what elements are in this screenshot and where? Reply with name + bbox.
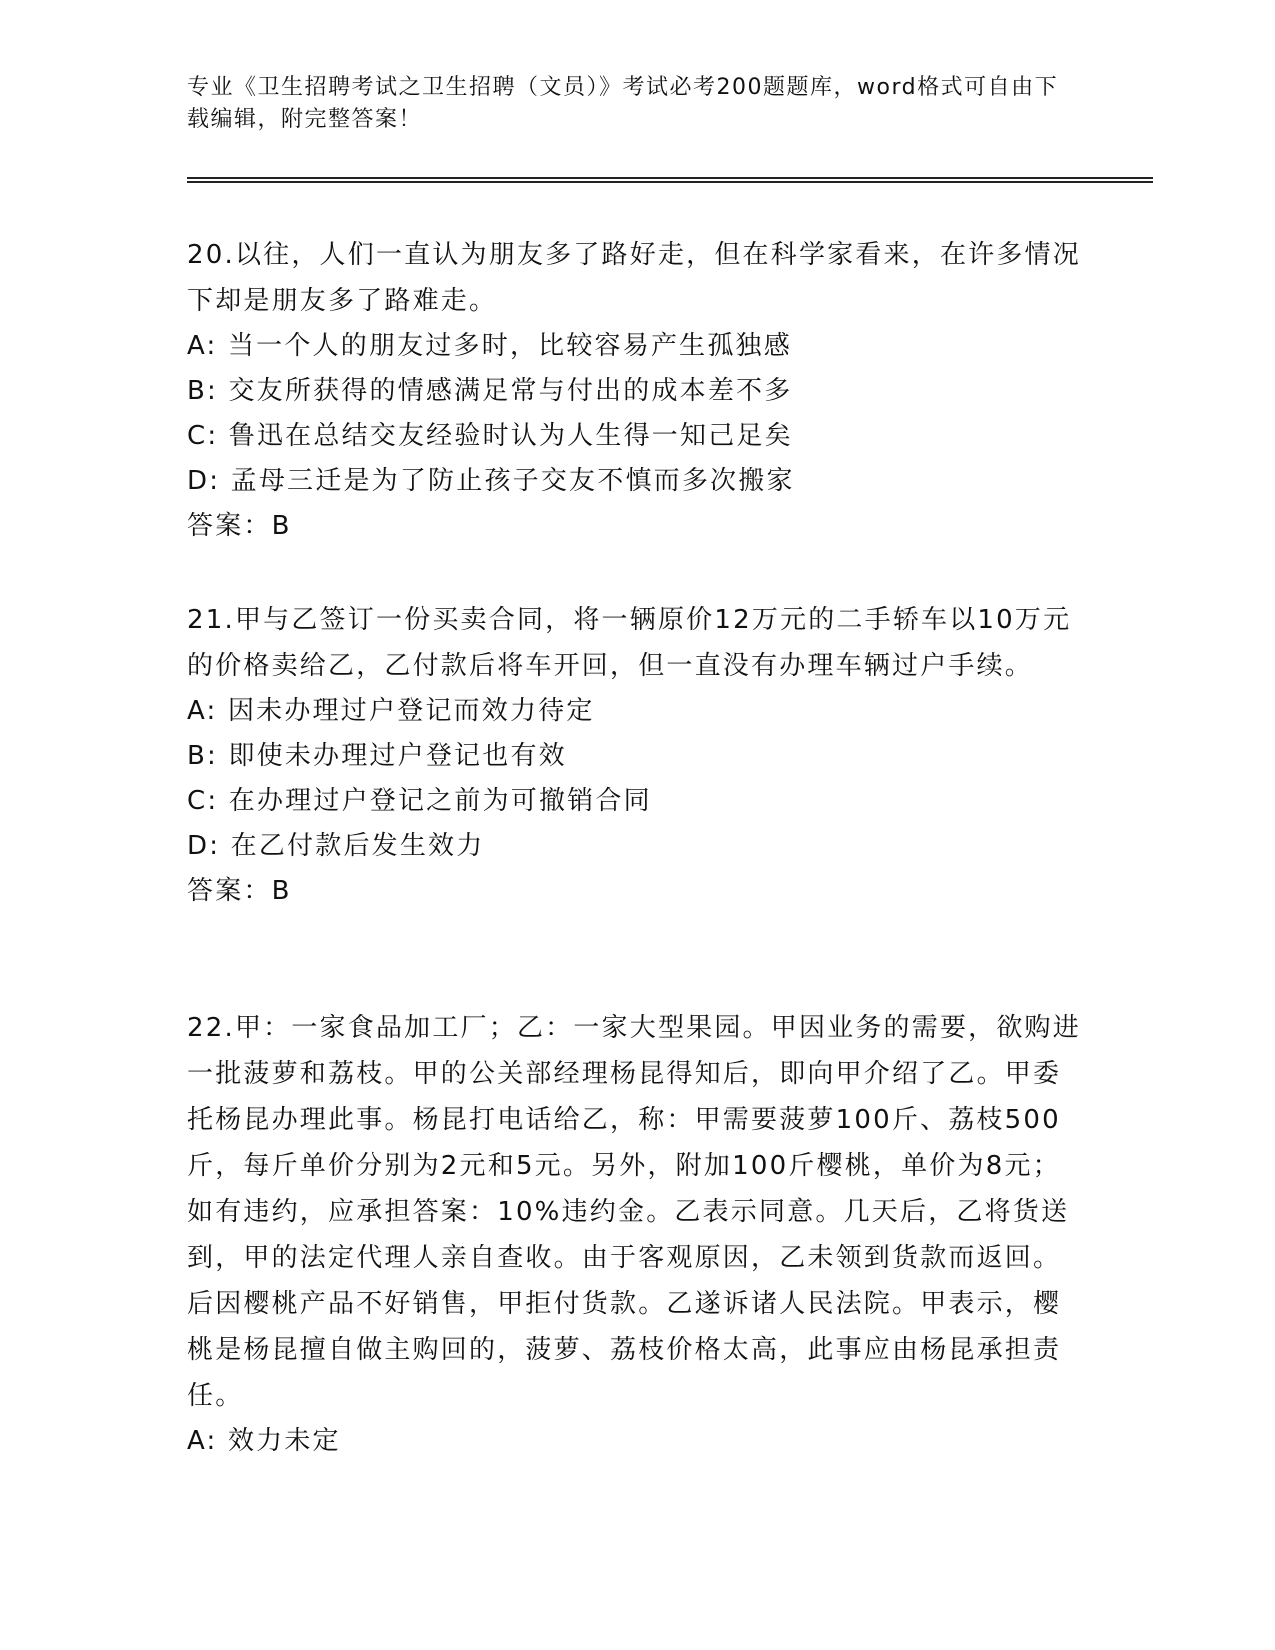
option-b: B: 即使未办理过户登记也有效 (187, 741, 567, 771)
answer-line: 答案：B (187, 511, 292, 541)
question-stem: 21.甲与乙签订一份买卖合同，将一辆原价12万元的二手轿车以10万元的价格卖给乙，乙付款后将车开回，但一直没有办理车辆过户手续。 (187, 605, 1072, 681)
question-21 (187, 597, 1087, 914)
question-stem: 20.以往，人们一直认为朋友多了路好走，但在科学家看来，在许多情况下却是朋友多了路难走。 (187, 240, 1081, 316)
option-b: B: 交友所获得的情感满足常与付出的成本差不多 (187, 376, 793, 406)
question-stem: 22.甲：一家食品加工厂；乙：一家大型果园。甲因业务的需要，欲购进一批菠萝和荔枝。甲的公关部经理杨昆得知后，即向甲介绍了乙。甲委托杨昆办理此事。杨昆打电话给乙，称：甲需要菠萝100斤、荔枝500斤，每斤单价分别为2元和5元。另外，附加100斤樱桃，单价为8元；如有违约，应承担答案：10%违约金。乙表示同意。几天后，乙将货送到，甲的法定代理人亲自查收。由于客观原因，乙未领到货款而返回。后因樱桃产品不好销售，甲拒付货款。乙遂诉诸人民法院。甲表示，樱桃是杨昆擅自做主购回的，菠萝、荔枝价格太高，此事应由杨昆承担责任。 (187, 1013, 1081, 1411)
option-c: C: 鲁迅在总结交友经验时认为人生得一知己足矣 (187, 421, 793, 451)
page-header (187, 72, 1067, 136)
answer-line: 答案：B (187, 876, 292, 906)
question-20 (187, 232, 1087, 549)
option-d: D: 在乙付款后发生效力 (187, 831, 485, 861)
option-c: C: 在办理过户登记之前为可撤销合同 (187, 786, 652, 816)
question-22 (187, 1005, 1087, 1464)
option-d: D: 孟母三迁是为了防止孩子交友不慎而多次搬家 (187, 466, 795, 496)
option-a: A: 因未办理过户登记而效力待定 (187, 696, 595, 726)
option-a: A: 效力未定 (187, 1426, 341, 1456)
header-text: 专业《卫生招聘考试之卫生招聘（文员）》考试必考200题题库，word格式可自由下载编辑，附完整答案！ (187, 75, 1059, 132)
header-divider (187, 177, 1153, 183)
option-a: A: 当一个人的朋友过多时，比较容易产生孤独感 (187, 331, 792, 361)
